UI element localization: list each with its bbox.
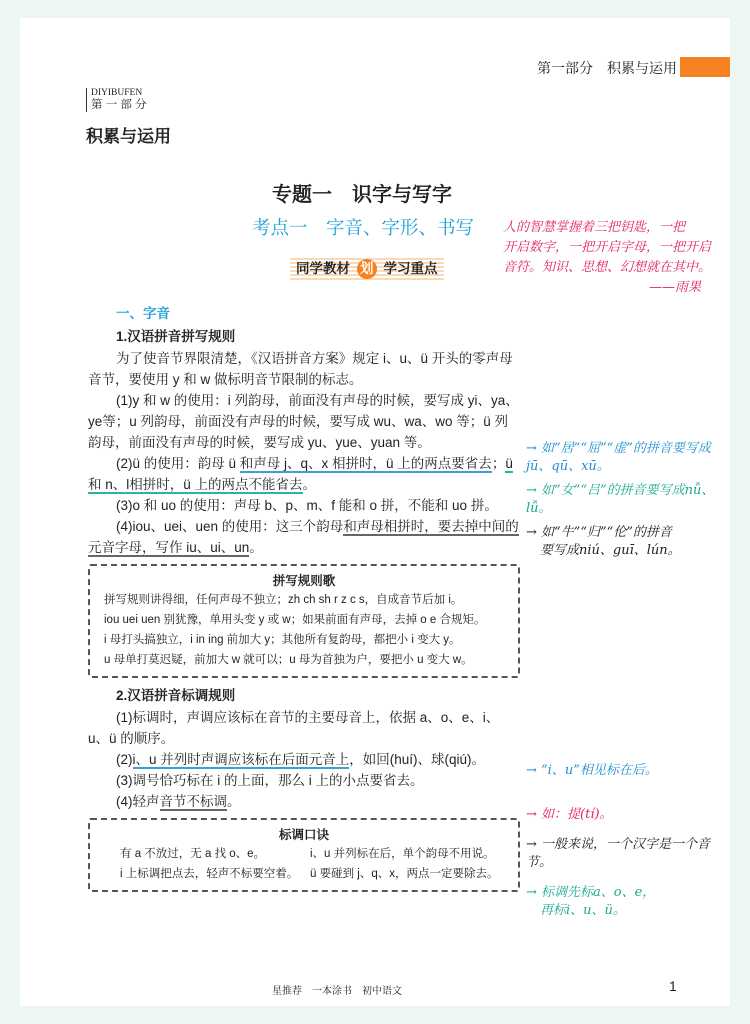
text: (4)轻声	[116, 794, 160, 809]
quote-annotation	[503, 218, 711, 298]
text: 顺序。	[133, 731, 175, 746]
box-phrase: i、u 并列标在后，单个韵母不用说。	[310, 848, 495, 860]
text: 为了使音节界限清楚，《汉语拼音方案》规定 i、u、ü 开头的零声母音节，	[88, 351, 513, 387]
box-line	[90, 844, 518, 864]
quote-line: 开启数字，一把开启字母，一把开启	[503, 240, 712, 255]
note-line: 要写成niú、guī、lún。	[540, 543, 681, 558]
note-niu-gui-lun	[526, 524, 726, 560]
paragraph	[88, 749, 520, 770]
box-line: u 母单打莫迟疑，前加大 w 就可以；u 母为首独为户，要把小 u 变大 w。	[104, 654, 473, 666]
note-nv-lv: → 如“女”“吕”的拼音要写成nǚ、lǚ。	[526, 483, 715, 516]
box-line: iou uei uen 别犹豫，单用头变 y 或 w；如果前面有声母，去掉 o e 合规矩。	[104, 614, 486, 626]
study-badge	[290, 258, 444, 280]
footer-book-title: 星推荐 一本涂书 初中语文	[272, 986, 402, 997]
quote-line: 人的智慧掌握着三把钥匙，一把	[503, 220, 686, 235]
note-tone-order	[526, 884, 726, 920]
note-line: → 如“牛”“归”“伦”的拼音	[526, 525, 672, 540]
text: 。	[302, 477, 317, 492]
text: (2)	[116, 752, 133, 767]
box-line	[90, 864, 518, 884]
text: 。	[249, 540, 263, 555]
text: (1)y 和 w 的使用：i 列韵母，前面没有声母的时候，要写成 yi、ya、ye	[88, 393, 519, 429]
note-ju-qu-xu: → 如“居”“屈”“虚”的拼音要写成jū、qū、xū。	[526, 441, 711, 474]
kaodian-title: 考点一 字音、字形、书写	[252, 217, 475, 238]
paragraph	[88, 707, 520, 749]
note-line: 再标i、u、ü。	[540, 903, 626, 918]
text: 。	[227, 794, 241, 809]
box-line: 拼写规则讲得细，任何声母不独立；zh ch sh r z c s，自成音节后加 i。	[104, 594, 463, 606]
badge-circle: 划	[357, 259, 377, 279]
quote-line: 音符。知识、思想、幻想就在其中。	[503, 260, 712, 275]
note-syllable: → 一般来说，一个汉字是一个音节。	[526, 837, 711, 870]
part-title: 积累与运用	[86, 127, 171, 146]
note-iu-tone: → “i、u”相见标在后。	[526, 763, 658, 778]
pinyin-rules-song-box	[88, 564, 520, 678]
note-ti: → 如：提(tí)。	[526, 807, 613, 822]
badge-right: 学习重点	[383, 261, 438, 276]
subheading-1: 1.汉语拼音拼写规则	[116, 329, 236, 344]
box-phrase: 有 a 不放过，无 a 找 o、e。	[120, 848, 266, 860]
paragraph	[88, 791, 520, 812]
underlined-text: ü 和 n、l	[88, 456, 513, 492]
running-header: 第一部分 积累与运用	[537, 60, 677, 76]
underlined-text: 和声母 j、q、x 相拼时，ü 上的两点要省去	[239, 456, 492, 471]
box-title: 拼写规则歌	[272, 574, 336, 588]
box-phrase: ü 要碰到 j、q、x，两点一定要除去。	[310, 868, 499, 880]
text: (1)标调时，声调应该标在音节的主要母音上，依据 a、o、e、i、u、ü 的	[88, 710, 500, 746]
part-label: 第 一 部 分	[91, 99, 147, 111]
underlined-text: 字母，写作 iu、ui、un	[115, 540, 250, 555]
paragraph: (3)调号恰巧标在 i 的上面，那么 i 上的小点要省去。	[116, 773, 424, 788]
header-accent-bar	[680, 57, 730, 77]
note-line: → 标调先标a、o、e，	[526, 885, 656, 900]
topic-title: 专题一 识字与写字	[272, 184, 452, 206]
text: (4)iou、uei、uen 的使用：这三个韵母	[116, 519, 344, 534]
paragraph	[88, 516, 520, 558]
text: 要使用 y 和 w 做标明音节限制的标志。	[128, 372, 363, 387]
quote-author: ——雨果	[649, 280, 702, 295]
text: 等；u 列韵母，前面没有声母的时候，要写成 wu、wa、wo 等；ü 列韵母，前面	[88, 414, 509, 450]
underlined-text: i、u 并列时声调应该标在后面元音上	[132, 752, 350, 767]
part-marker	[86, 88, 147, 112]
underlined-text: 音节	[159, 794, 187, 809]
subheading-2: 2.汉语拼音标调规则	[116, 688, 236, 703]
text: (2)ü 的使用：韵母 ü	[116, 456, 240, 471]
text: ；	[491, 456, 506, 471]
paragraph	[88, 348, 520, 390]
section-heading: 一、字音	[116, 306, 170, 321]
part-pinyin: DIYIBUFEN	[91, 88, 143, 98]
text: 没有声母的时候，要写成 yu、yue、yuan 等。	[155, 435, 431, 450]
underlined-text: 不标调	[186, 794, 227, 809]
tone-mnemonic-box	[88, 818, 520, 892]
paragraph	[88, 390, 520, 453]
paragraph	[88, 453, 520, 495]
underlined-text: 相拼时，ü 上的两点不能省去	[129, 477, 303, 492]
main-column	[88, 302, 520, 898]
box-phrase: i 上标调把点去，轻声不标要空着。	[120, 868, 299, 880]
text: ，如回(huí)、球(qiú)。	[349, 752, 486, 767]
badge-left: 同学教材	[296, 261, 350, 276]
box-line: i 母打头搞独立，i in ing 前加大 y；其他所有复韵母，都把小 i 变大 y。	[104, 634, 461, 646]
box-title: 标调口诀	[278, 828, 329, 842]
page-number: 1	[669, 978, 677, 994]
paragraph: (3)o 和 uo 的使用：声母 b、p、m、f 能和 o 拼，不能和 uo 拼。	[116, 498, 498, 513]
underlined-text: 和声母相拼时，要去掉中间的元音	[88, 519, 519, 555]
